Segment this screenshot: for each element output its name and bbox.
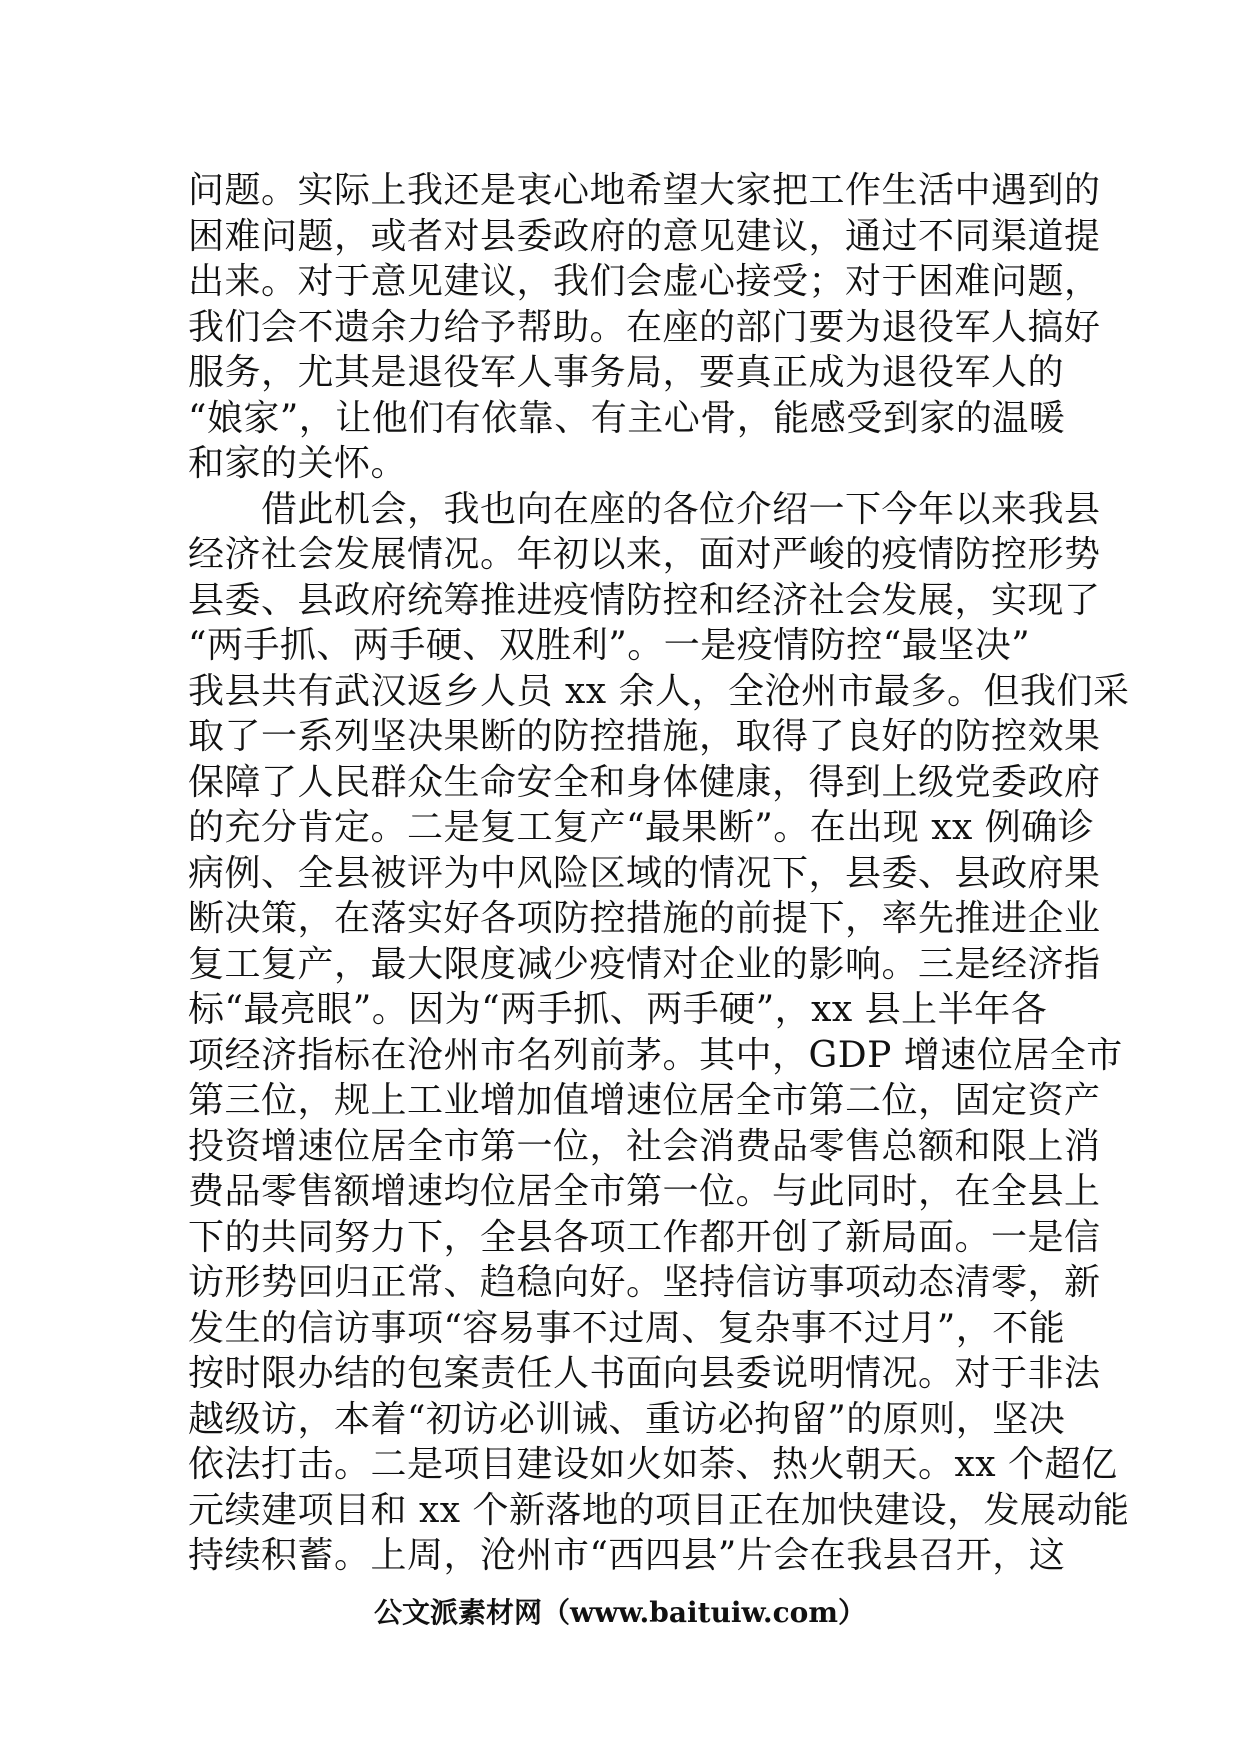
text-line: 保障了人民群众生命安全和身体健康，得到上级党委政府: [188, 761, 1101, 803]
text-line: 和家的关怀。: [188, 443, 408, 484]
text-line: 县委、县政府统筹推进疫情防控和经济社会发展，实现了: [188, 579, 1101, 621]
text-line: 病例、全县被评为中风险区域的情况下，县委、县政府果: [188, 852, 1101, 894]
text-line: 持续积蓄。上周，沧州市“西四县”片会在我县召开，这: [188, 1535, 1066, 1576]
text-line: “两手抓、两手硬、双胜利”。一是疫情防控“最坚决”: [188, 625, 1031, 666]
text-line: 取了一系列坚决果断的防控措施，取得了良好的防控效果: [188, 716, 1101, 757]
text-line: 投资增速位居全市第一位，社会消费品零售总额和限上消: [188, 1125, 1101, 1167]
text-line: 经济社会发展情况。年初以来，面对严峻的疫情防控形势: [188, 534, 1101, 575]
text-line: 困难问题，或者对县委政府的意见建议，通过不同渠道提: [188, 215, 1101, 257]
text-line: 按时限办结的包案责任人书面向县委说明情况。对于非法: [188, 1353, 1101, 1394]
text-line: 访形势回归正常、趋稳向好。坚持信访事项动态清零，新: [188, 1262, 1101, 1303]
text-line: 出来。对于意见建议，我们会虚心接受；对于困难问题，: [188, 261, 1101, 302]
text-line: 依法打击。二是项目建设如火如荼、热火朝天。xx 个超亿: [188, 1444, 1118, 1485]
text-line: 第三位，规上工业增加值增速位居全市第二位，固定资产: [188, 1080, 1101, 1121]
text-line: 我县共有武汉返乡人员 xx 余人，全沧州市最多。但我们采: [188, 670, 1130, 712]
text-line: 断决策，在落实好各项防控措施的前提下，率先推进企业: [188, 898, 1101, 939]
text-line: 的充分肯定。二是复工复产“最果断”。在出现 xx 例确诊: [188, 807, 1095, 848]
text-line: 下的共同努力下，全县各项工作都开创了新局面。一是信: [188, 1216, 1101, 1258]
text-line: 发生的信访事项“容易事不过周、复杂事不过月”，不能: [188, 1307, 1066, 1349]
text-line: 费品零售额增速均位居全市第一位。与此同时，在全县上: [188, 1171, 1101, 1212]
text-line: 标“最亮眼”。因为“两手抓、两手硬”，xx 县上半年各: [188, 989, 1048, 1030]
text-line: 项经济指标在沧州市名列前茅。其中，GDP 增速位居全市: [188, 1034, 1123, 1076]
text-line: 元续建项目和 xx 个新落地的项目正在加快建设，发展动能: [188, 1489, 1130, 1531]
page-footer-watermark: 公文派素材网（www.baituiw.com）: [374, 1596, 866, 1629]
text-line: 借此机会，我也向在座的各位介绍一下今年以来我县: [188, 488, 1101, 530]
text-line: 复工复产，最大限度减少疫情对企业的影响。三是经济指: [188, 943, 1101, 985]
text-line: “娘家”，让他们有依靠、有主心骨，能感受到家的温暖: [188, 397, 1066, 439]
text-line: 问题。实际上我还是衷心地希望大家把工作生活中遇到的: [188, 170, 1101, 211]
text-line: 越级访，本着“初访必训诫、重访必拘留”的原则，坚决: [188, 1398, 1066, 1440]
text-line: 服务，尤其是退役军人事务局，要真正成为退役军人的: [188, 352, 1065, 393]
document-body: [188, 168, 1130, 1579]
text-line: 我们会不遗余力给予帮助。在座的部门要为退役军人搞好: [188, 306, 1101, 348]
